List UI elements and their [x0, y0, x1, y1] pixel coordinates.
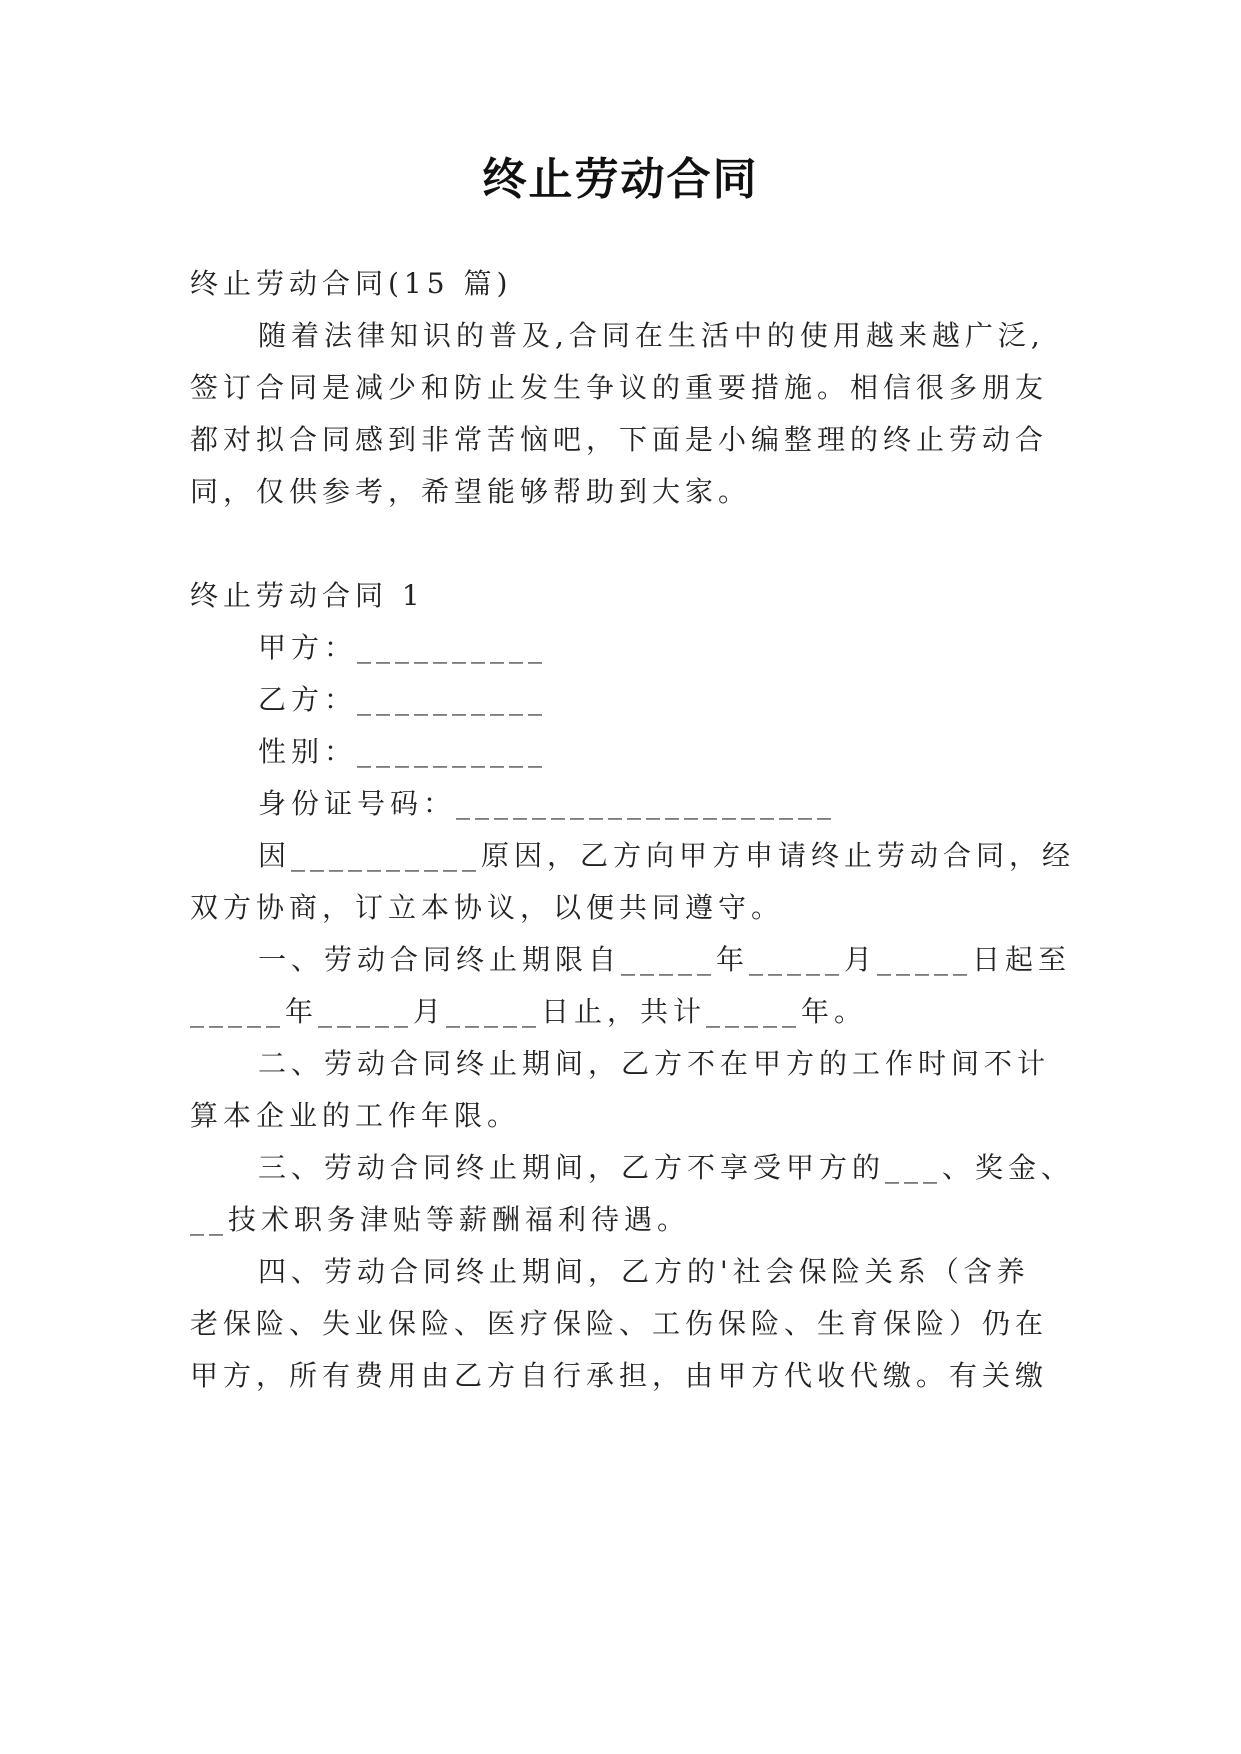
party-a-field: 甲方：__________ — [258, 631, 548, 664]
intro-paragraph-line: 同，仅供参考，希望能够帮助到大家。 — [190, 475, 752, 508]
section-heading: 终止劳动合同 1 — [190, 579, 425, 612]
reason-paragraph-line: 因__________原因，乙方向甲方申请终止劳动合同，经 — [258, 839, 1076, 872]
gender-field: 性别：__________ — [258, 735, 548, 768]
clause-2-line: 二、劳动合同终止期间，乙方不在甲方的工作时间不计 — [258, 1047, 1051, 1080]
party-b-field: 乙方：__________ — [258, 683, 548, 716]
intro-paragraph-line: 都对拟合同感到非常苦恼吧，下面是小编整理的终止劳动合 — [190, 423, 1049, 456]
clause-4-line: 甲方，所有费用由乙方自行承担，由甲方代收代缴。有关缴 — [190, 1359, 1049, 1392]
clause-3-line: __技术职务津贴等薪酬福利待遇。 — [190, 1203, 691, 1236]
document-title: 终止劳动合同 — [482, 154, 759, 205]
clause-1-line: 一、劳动合同终止期限自_____年_____月_____日起至 — [258, 943, 1072, 976]
reason-paragraph-line: 双方协商，订立本协议，以便共同遵守。 — [190, 891, 785, 924]
subtitle-line: 终止劳动合同(15 篇) — [190, 267, 513, 300]
clause-2-line: 算本企业的工作年限。 — [190, 1099, 521, 1132]
clause-1-line: _____年_____月_____日止，共计_____年。 — [190, 995, 868, 1028]
clause-3-line: 三、劳动合同终止期间，乙方不享受甲方的___、奖金、 — [258, 1151, 1075, 1184]
id-number-field: 身份证号码：____________________ — [258, 787, 837, 820]
clause-4-line: 老保险、失业保险、医疗保险、工伤保险、生育保险）仍在 — [190, 1307, 1049, 1340]
intro-paragraph-line: 随着法律知识的普及,合同在生活中的使用越来越广泛, — [258, 319, 1045, 352]
clause-4-line: 四、劳动合同终止期间，乙方的'社会保险关系（含养 — [258, 1255, 1030, 1288]
intro-paragraph-line: 签订合同是减少和防止发生争议的重要措施。相信很多朋友 — [190, 371, 1049, 404]
